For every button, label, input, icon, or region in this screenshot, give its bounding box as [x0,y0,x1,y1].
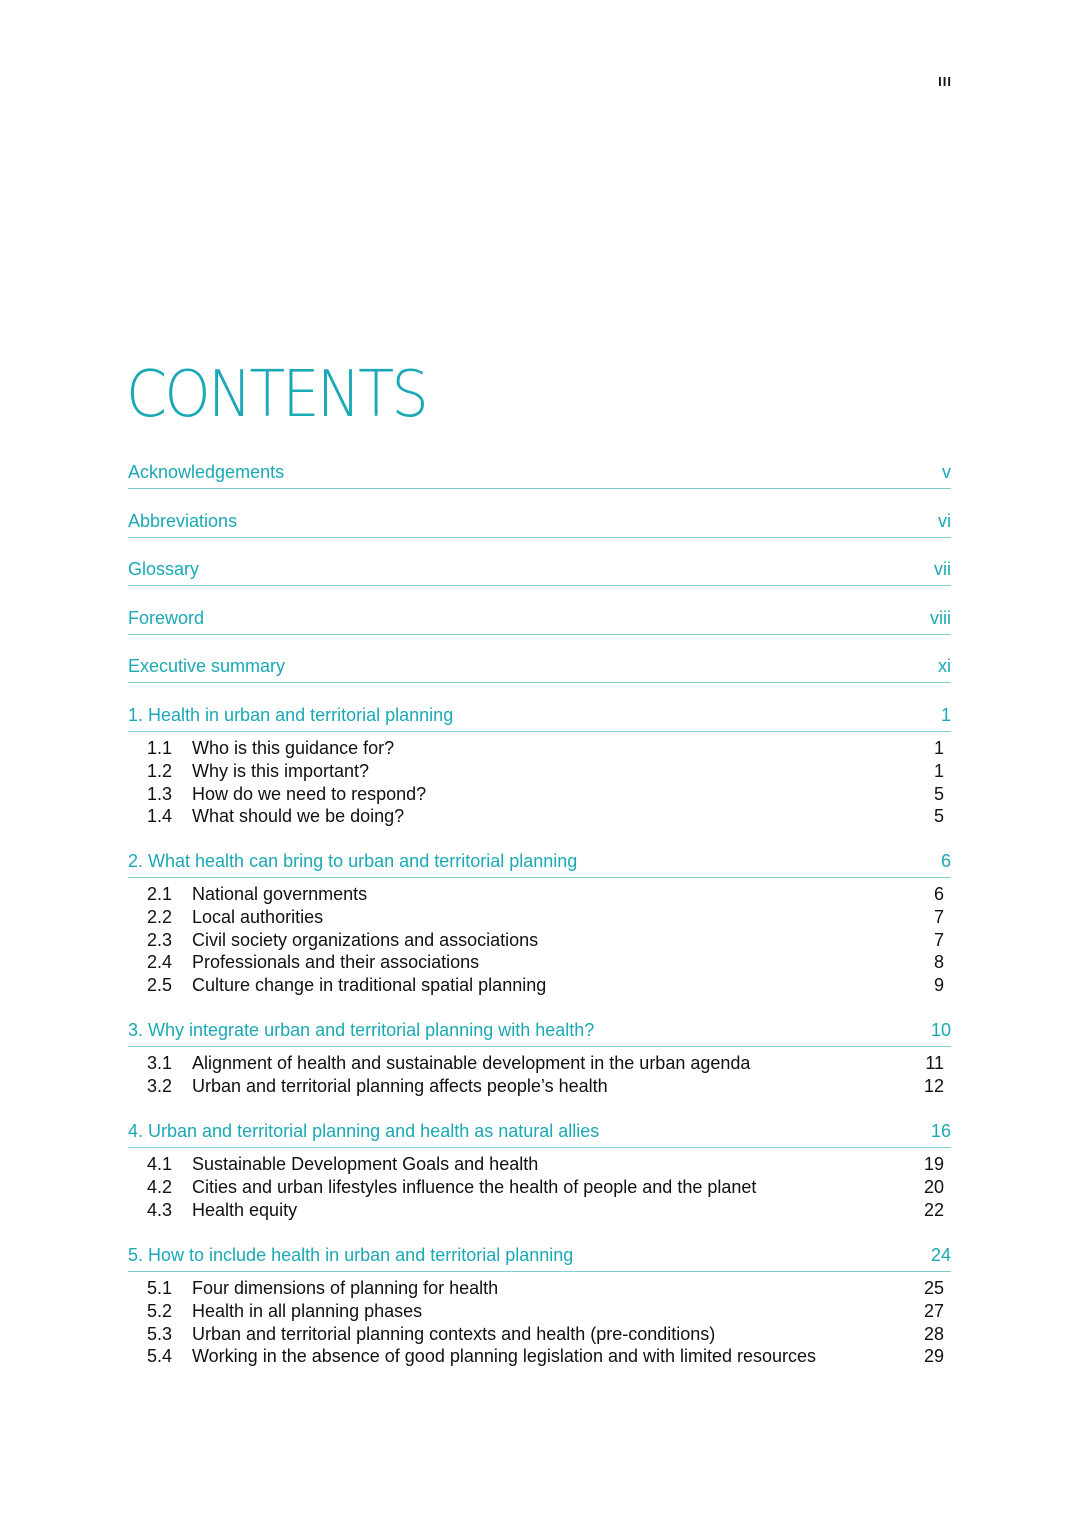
toc-section-label[interactable]: Cities and urban lifestyles influence the health of people and the planet [192,1176,757,1197]
toc-entry[interactable] [128,462,951,489]
toc-section[interactable] [128,1154,951,1177]
toc-section-label[interactable]: Civil society organizations and associations [192,929,539,950]
toc-section-label[interactable]: Culture change in traditional spatial planning [192,975,547,996]
toc-section[interactable] [128,1301,951,1324]
toc-section-number: 4.1 [146,1154,172,1174]
toc-entry[interactable] [128,1020,951,1047]
toc-entry-page: viii [930,608,951,628]
toc-section-number: 2.3 [146,929,172,950]
toc-entry-label[interactable]: Foreword [128,608,205,628]
toc-section-number: 1.4 [146,806,172,827]
toc-section-number: 4.3 [146,1199,172,1220]
toc-section[interactable] [128,1346,951,1369]
toc-section-page: 1 [933,738,944,758]
toc-section-label[interactable]: Professionals and their associations [192,952,480,973]
toc-section-page: 1 [933,760,944,781]
toc-section-number: 5.2 [146,1300,172,1321]
toc-section-label[interactable]: Health equity [192,1199,298,1220]
toc-entry-label[interactable]: 5. How to include health in urban and territorial planning [128,1245,574,1265]
toc-section-label[interactable]: What should we be doing? [192,806,405,827]
toc-section-number: 5.1 [146,1278,172,1298]
toc-section[interactable] [128,1177,951,1200]
toc-section-label[interactable]: Alignment of health and sustainable development in the urban agenda [192,1053,751,1073]
toc-section-number: 1.3 [146,783,172,804]
toc-entry-page: 10 [930,1020,951,1040]
toc-section-page: 20 [923,1176,944,1197]
toc-section-label[interactable]: Four dimensions of planning for health [192,1278,499,1298]
toc-section-label[interactable]: Working in the absence of good planning legislation and with limited resources [192,1346,817,1367]
toc-section[interactable] [128,1200,951,1223]
toc-section-number: 2.4 [146,952,172,973]
toc-entry-label[interactable]: Acknowledgements [128,462,285,482]
toc-section-number: 1.1 [146,738,172,758]
toc-section[interactable] [128,761,951,784]
toc-section-page: 27 [923,1300,944,1321]
toc-section-number: 3.2 [146,1075,172,1096]
toc-section-label[interactable]: Urban and territorial planning contexts and health (pre-conditions) [192,1323,716,1344]
toc-section-page: 9 [933,975,944,996]
toc-entry[interactable] [128,608,951,635]
toc-section-label[interactable]: Why is this important? [192,760,370,781]
toc-entry-page: 6 [940,851,951,871]
toc-entry[interactable] [128,1121,951,1148]
toc-section-label[interactable]: Health in all planning phases [192,1300,423,1321]
toc-section[interactable] [128,1324,951,1347]
toc-entry[interactable] [128,705,951,732]
toc-section-page: 5 [933,806,944,827]
toc-section-page: 28 [923,1323,944,1344]
toc-entry[interactable] [128,511,951,538]
toc-section-label[interactable]: Local authorities [192,906,324,927]
toc-section-number: 3.1 [146,1053,172,1073]
toc-section-page: 22 [923,1199,944,1220]
toc-section-page: 7 [933,929,944,950]
toc-section-page: 29 [923,1346,944,1367]
toc-section[interactable] [128,1053,951,1076]
toc-entry[interactable] [128,1245,951,1272]
toc-section[interactable] [128,952,951,975]
toc-section-number: 4.2 [146,1176,172,1197]
toc-entry-page: xi [938,656,951,676]
toc-section[interactable] [128,930,951,953]
toc-section-label[interactable]: Urban and territorial planning affects people’s health [192,1075,608,1096]
toc-section-page: 7 [933,906,944,927]
toc-entry-label[interactable]: Executive summary [128,656,286,676]
toc-entry-page: 16 [930,1121,951,1141]
toc-section-page: 25 [923,1278,944,1298]
toc-entry-label[interactable]: 1. Health in urban and territorial planning [128,705,454,725]
toc-entry-page: 1 [940,705,951,725]
toc-section-label[interactable]: Sustainable Development Goals and health [192,1154,539,1174]
page-title: CONTENTS [126,358,426,432]
toc-section-number: 5.4 [146,1346,172,1367]
toc-section-page: 11 [925,1053,944,1073]
toc-entry[interactable] [128,851,951,878]
page-number: III [938,74,952,89]
toc-section-number: 1.2 [146,760,172,781]
toc-section-page: 5 [933,783,944,804]
toc-section-number: 2.1 [146,884,172,904]
toc-entry-page: vi [938,511,951,531]
toc-entry-label[interactable]: Glossary [128,559,200,579]
toc-section[interactable] [128,1076,951,1099]
toc-section[interactable] [128,907,951,930]
toc-section-page: 8 [933,952,944,973]
toc-section-label[interactable]: How do we need to respond? [192,783,427,804]
toc-section[interactable] [128,738,951,761]
toc-section-number: 2.5 [146,975,172,996]
toc-entry[interactable] [128,559,951,586]
toc-section[interactable] [128,784,951,807]
toc-section-page: 19 [923,1154,944,1174]
toc-entry-label[interactable]: 4. Urban and territorial planning and health as natural allies [128,1121,600,1141]
toc-entry-page: vii [934,559,951,579]
toc-section-label[interactable]: Who is this guidance for? [192,738,395,758]
toc-section-number: 2.2 [146,906,172,927]
toc-entry-page: v [942,462,951,482]
toc-section-page: 6 [933,884,944,904]
toc-section[interactable] [128,975,951,998]
toc-entry-page: 24 [930,1245,951,1265]
toc-section-number: 5.3 [146,1323,172,1344]
toc-section[interactable] [128,884,951,907]
toc-entry[interactable] [128,656,951,683]
toc-entry-label[interactable]: Abbreviations [128,511,238,531]
toc-section-label[interactable]: National governments [192,884,368,904]
toc-section[interactable] [128,806,951,829]
toc-entry-label[interactable]: 2. What health can bring to urban and territorial planning [128,851,578,871]
toc-section[interactable] [128,1278,951,1301]
toc-entry-label[interactable]: 3. Why integrate urban and territorial planning with health? [128,1020,595,1040]
toc-section-page: 12 [923,1075,944,1096]
